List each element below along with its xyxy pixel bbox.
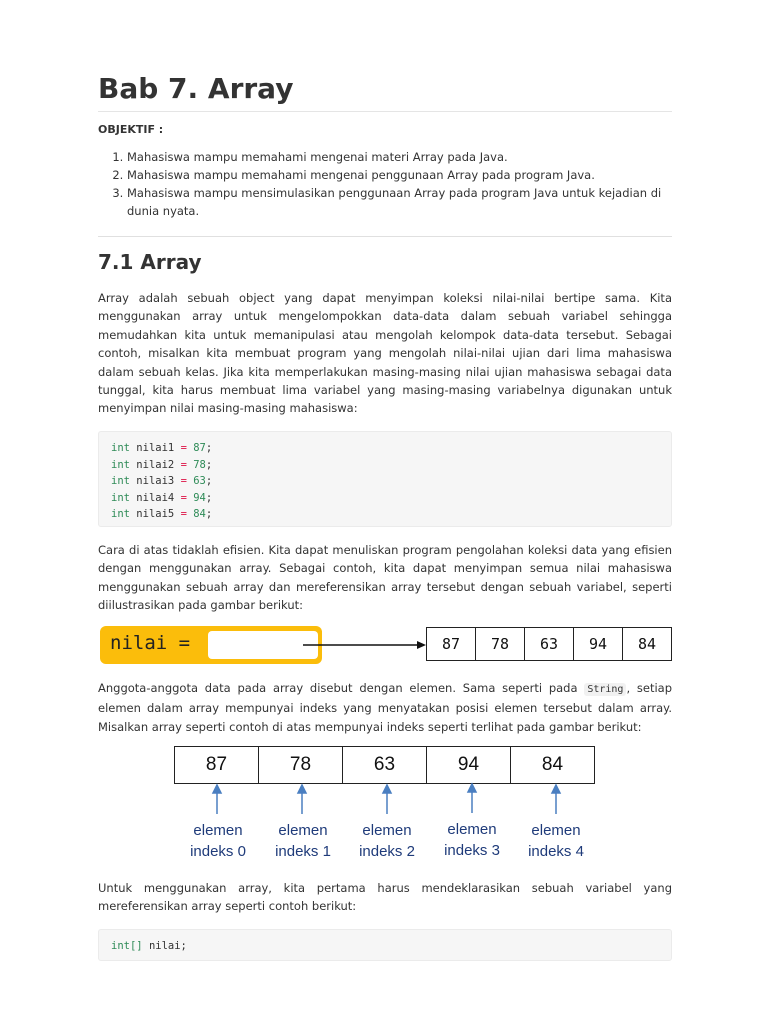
objective-item: 3. Mahasiswa mampu mensimulasikan penggunaan Array pada program Java untuk kejadian di dunia nyata. — [127, 184, 672, 220]
array-reference-figure — [98, 624, 672, 668]
objective-item: 1. Mahasiswa mampu memahami mengenai materi Array pada Java. — [127, 148, 672, 166]
objective-item: 2. Mahasiswa mampu memahami mengenai penggunaan Array pada program Java. — [127, 166, 672, 184]
code-line: int nilai4 = 94; — [111, 491, 213, 504]
variable-label: nilai = — [110, 632, 191, 654]
index-label: elemen indeks 2 — [359, 822, 415, 860]
array-cell: 84 — [637, 635, 657, 653]
index-label: elemen indeks 4 — [528, 822, 584, 860]
paragraph-efficiency: Cara di atas tidaklah efisien. Kita dapat menuliskan program pengolahan koleksi data yang efisien dengan menggunakan array. Sebagai contoh, kita dapat menyimpan semua nilai mahasiswa menggunakan sebuah array dan mereferensikan array tersebut dengan sebuah variabel, seperti diilustrasikan pada gambar berikut: — [98, 543, 672, 613]
array-cell: 78 — [476, 628, 525, 660]
index-label: elemen indeks 3 — [444, 821, 500, 859]
paragraph-declaration: Untuk menggunakan array, kita pertama harus mendeklarasikan sebuah variabel yang mereferensikan array seperti contoh berikut: — [98, 881, 672, 914]
inline-code-string: String — [584, 683, 626, 696]
objektif-label: OBJEKTIF : — [98, 123, 164, 136]
code-block-variables — [98, 431, 672, 527]
array-cell: 87 — [427, 628, 476, 660]
array-cell: 78 — [259, 747, 343, 783]
array-cell: 94 — [574, 628, 623, 660]
code-block-declaration — [98, 929, 672, 961]
section-title: 7.1 Array — [98, 250, 202, 274]
code-line: int[] nilai; — [111, 940, 187, 952]
array-cells — [426, 627, 672, 661]
section-divider — [98, 236, 672, 237]
index-label: elemen indeks 0 — [190, 822, 246, 860]
array-index-figure — [98, 744, 672, 864]
code-line: int nilai1 = 87; — [111, 442, 213, 454]
code-line: int nilai2 = 78; — [111, 458, 213, 471]
array-cell: 84 — [541, 754, 564, 775]
array-cell: 63 — [525, 628, 574, 660]
paragraph-intro: Array adalah sebuah object yang dapat menyimpan koleksi nilai-nilai bertipe sama. Kita menggunakan array untuk mengelompokkan data-data dalam sebuah variabel sehingga memudahkan kita untuk memanipulasi atau mengolah kelompok data-data tersebut. Sebagai contoh, misalkan kita membuat program yang mengolah nilai-nilai ujian dari lima mahasiswa dalam sebuah kelas. Jika kita memperlakukan masing-masing nilai ujian mahasiswa sebagai data tunggal, kita harus membuat lima variabel yang masing-masing variabelnya digunakan untuk menyimpan nilai masing-masing mahasiswa: — [98, 291, 672, 416]
array-cell: 87 — [175, 747, 259, 783]
paragraph-elements: Anggota-anggota data pada array disebut dengan elemen. Sama seperti pada String , setiap elemen dalam array mempunyai indeks yang menyatakan posisi elemen tersebut dalam array. Misalkan array seperti contoh di atas mempunyai indeks seperti terlihat pada gambar berikut: — [98, 681, 672, 734]
array-cell: 94 — [427, 747, 511, 783]
page-title: Bab 7. Array — [98, 72, 672, 112]
code-line: int nilai5 = 84; — [111, 508, 213, 520]
index-label: elemen indeks 1 — [275, 822, 331, 860]
array-cell: 63 — [343, 747, 427, 783]
code-line: int nilai3 = 63; — [111, 475, 213, 487]
objectives-list — [98, 148, 672, 220]
